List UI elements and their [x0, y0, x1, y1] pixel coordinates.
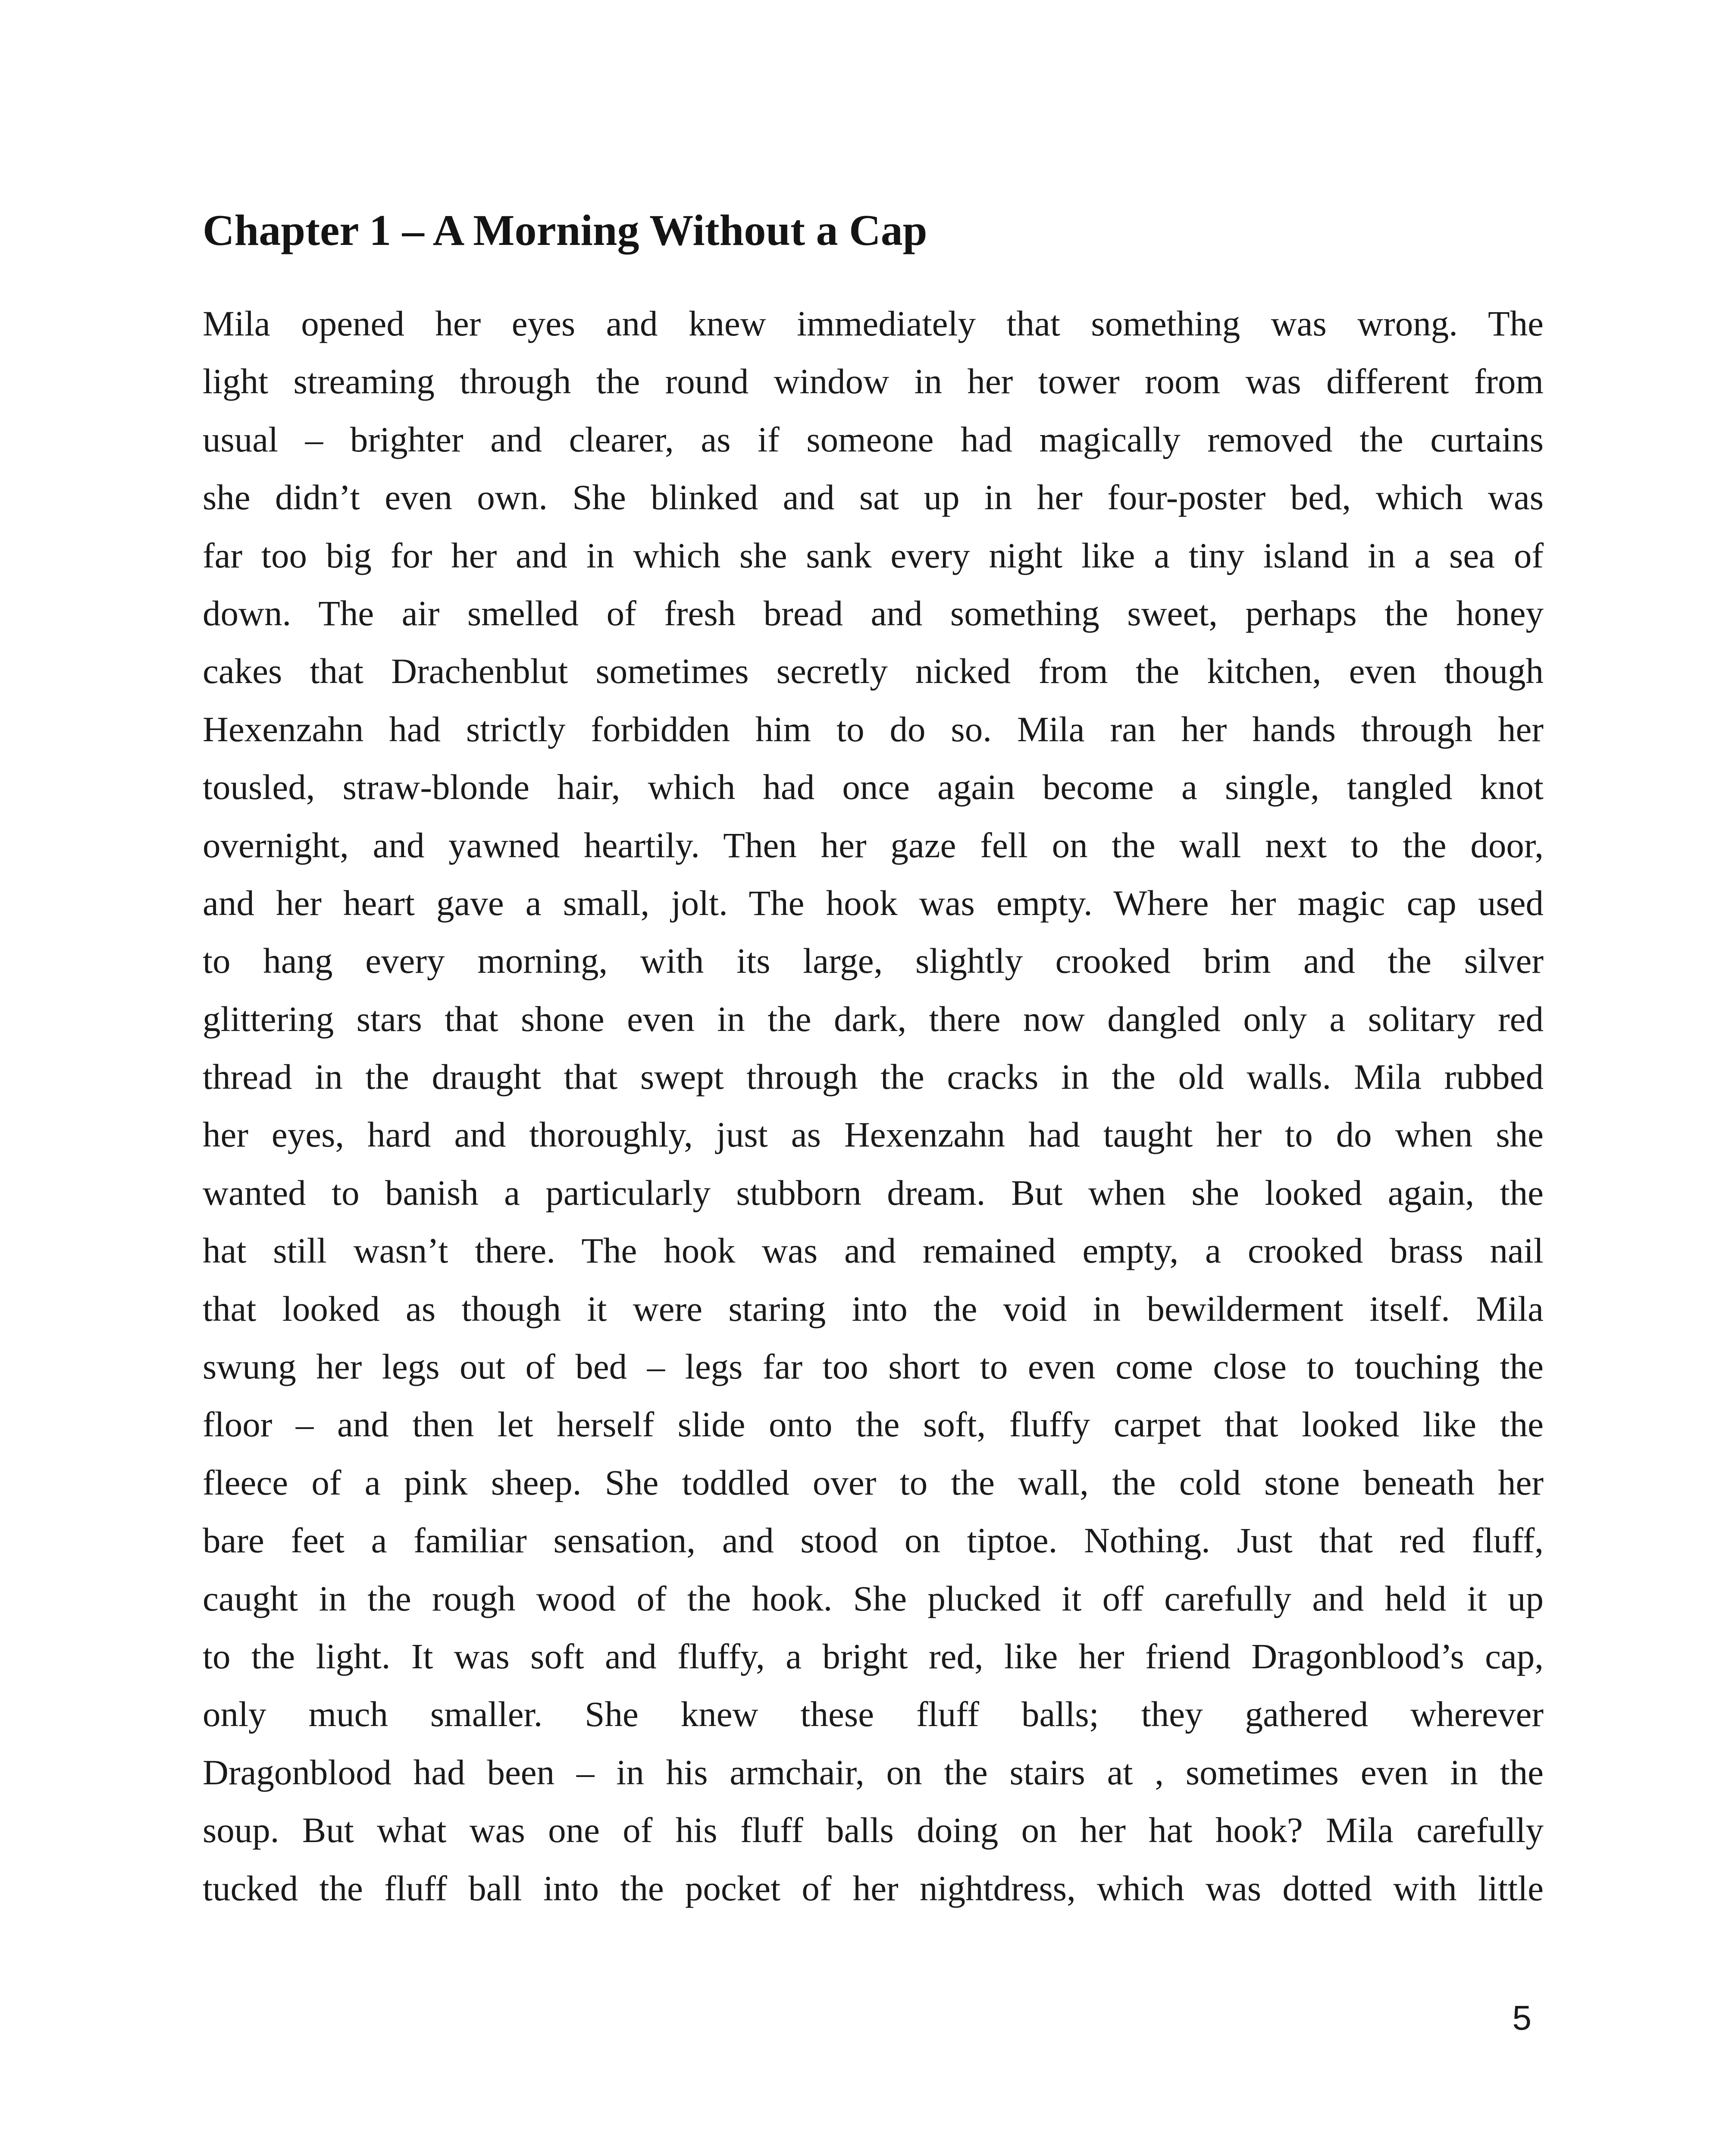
text-line: Hexenzahn had strictly forbidden him to do so. Mila ran her hands through her: [203, 709, 1544, 749]
text-line: bare feet a familiar sensation, and stood on tiptoe. Nothing. Just that red fluff,: [203, 1520, 1544, 1561]
text-line: to hang every morning, with its large, slightly crooked brim and the silver: [203, 941, 1544, 981]
text-line: usual – brighter and clearer, as if someone had magically removed the curtains: [203, 419, 1544, 459]
text-line: to the light. It was soft and fluffy, a bright red, like her friend Dragonblood’s cap,: [203, 1636, 1544, 1676]
text-line: swung her legs out of bed – legs far too short to even come close to touching the: [203, 1347, 1544, 1387]
text-line: fleece of a pink sheep. She toddled over to the wall, the cold stone beneath her: [203, 1462, 1544, 1502]
text-line: light streaming through the round window in her tower room was different from: [203, 361, 1544, 401]
text-line: that looked as though it were staring into the void in bewilderment itself. Mila: [203, 1288, 1544, 1329]
text-line: thread in the draught that swept through the cracks in the old walls. Mila rubbed: [203, 1057, 1544, 1097]
text-line: down. The air smelled of fresh bread and something sweet, perhaps the honey: [203, 593, 1544, 633]
text-line: tucked the fluff ball into the pocket of her nightdress, which was dotted with little: [203, 1868, 1544, 1908]
text-line: her eyes, hard and thoroughly, just as Hexenzahn had taught her to do when she: [203, 1115, 1544, 1155]
text-line: hat still wasn’t there. The hook was and remained empty, a crooked brass nail: [203, 1231, 1544, 1271]
text-line: glittering stars that shone even in the dark, there now dangled only a solitary red: [203, 999, 1544, 1039]
chapter-title: Chapter 1 – A Morning Without a Cap: [203, 206, 927, 255]
text-line: far too big for her and in which she sank every night like a tiny island in a sea of: [203, 535, 1544, 575]
text-line: tousled, straw-blonde hair, which had once again become a single, tangled knot: [203, 767, 1544, 807]
text-line: and her heart gave a small, jolt. The hook was empty. Where her magic cap used: [203, 883, 1544, 923]
text-line: cakes that Drachenblut sometimes secretly nicked from the kitchen, even though: [203, 651, 1544, 691]
text-line: caught in the rough wood of the hook. She plucked it off carefully and held it up: [203, 1578, 1544, 1618]
text-line: Dragonblood had been – in his armchair, on the stairs at , sometimes even in the: [203, 1752, 1544, 1792]
text-line: Mila opened her eyes and knew immediately that something was wrong. The: [203, 304, 1544, 343]
text-line: floor – and then let herself slide onto the soft, fluffy carpet that looked like the: [203, 1404, 1544, 1445]
text-line: wanted to banish a particularly stubborn dream. But when she looked again, the: [203, 1172, 1544, 1213]
body-paragraph: [203, 295, 1544, 1917]
text-line: she didn’t even own. She blinked and sat up in her four-poster bed, which was: [203, 477, 1544, 517]
text-line: only much smaller. She knew these fluff balls; they gathered wherever: [203, 1694, 1544, 1734]
page-number: 5: [1512, 1999, 1532, 2037]
text-line: soup. But what was one of his fluff balls doing on her hat hook? Mila carefully: [203, 1810, 1544, 1850]
text-line: overnight, and yawned heartily. Then her gaze fell on the wall next to the door,: [203, 825, 1544, 865]
